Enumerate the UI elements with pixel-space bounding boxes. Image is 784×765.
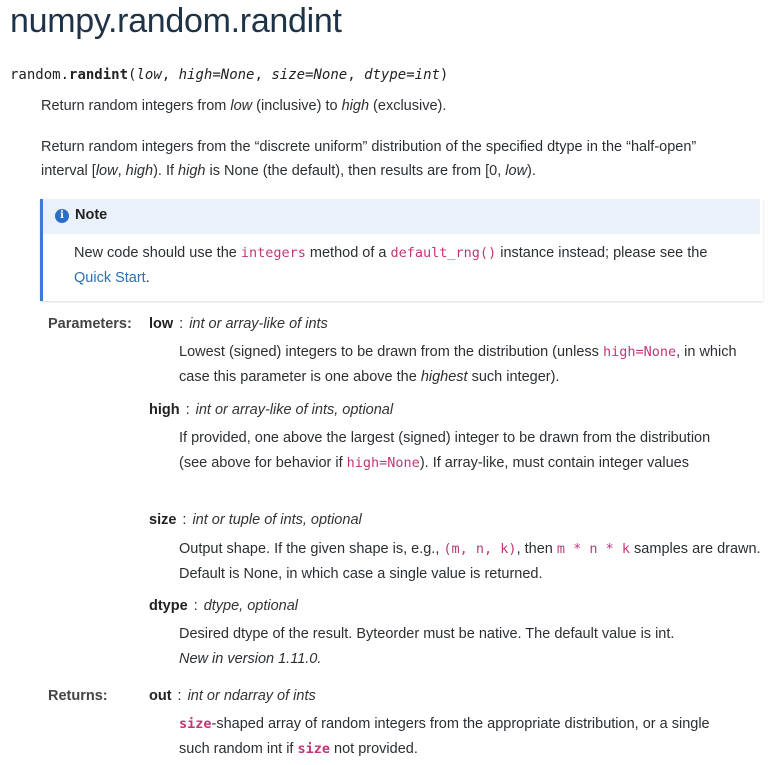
inline-code: default_rng() xyxy=(390,245,497,261)
sig-close: ) xyxy=(439,67,449,83)
param-type: dtype, optional xyxy=(203,598,299,614)
text: not provided. xyxy=(330,740,418,757)
text: Lowest (signed) integers to be drawn from the distribution (unless xyxy=(179,344,603,360)
sig-sep: , xyxy=(161,67,179,83)
emph: high xyxy=(341,98,370,114)
inline-code: size xyxy=(297,740,330,757)
emph: low xyxy=(95,163,118,179)
param-name: dtype xyxy=(149,598,188,614)
note-body xyxy=(74,241,734,291)
text: Return random integers from the “discrete uniform” distribution of the specified dtype in the “half-open” interval [ xyxy=(41,139,697,179)
text: . xyxy=(145,270,150,286)
inline-code: (m, n, k) xyxy=(443,541,517,557)
sig-open: ( xyxy=(128,67,137,83)
parameters-label: Parameters: xyxy=(48,316,132,332)
text: If provided, one above the largest (signed) integer to be drawn from the distribution (see above for behavior if xyxy=(179,430,711,471)
sig-arg-low: low xyxy=(136,67,162,83)
text: , xyxy=(117,163,126,179)
text: such integer). xyxy=(467,368,560,385)
text: is None (the default), then results are from [0, xyxy=(205,163,506,179)
text: , in which case this parameter is one above the xyxy=(179,344,737,385)
param-high-description xyxy=(179,426,739,475)
return-out-description xyxy=(179,712,739,761)
inline-code: integers xyxy=(240,245,306,261)
text: Desired dtype of the result. Byteorder must be native. The default value is int. xyxy=(179,626,675,642)
note-title: Note xyxy=(75,207,108,223)
return-out-header xyxy=(149,688,316,704)
text: ). xyxy=(527,163,536,179)
param-type: int or tuple of ints, optional xyxy=(192,512,362,528)
text: (inclusive) to xyxy=(252,98,342,114)
emph: low xyxy=(230,98,253,114)
param-dtype-description xyxy=(179,622,759,671)
function-signature xyxy=(10,67,448,83)
text: ). If xyxy=(153,163,179,179)
param-colon: : xyxy=(193,598,198,614)
emph: high xyxy=(178,163,206,179)
param-colon: : xyxy=(185,402,190,418)
sig-name: randint xyxy=(69,67,129,83)
text: Return random integers from xyxy=(41,98,231,114)
inline-code: m * n * k xyxy=(556,541,631,557)
param-type: int or array-like of ints xyxy=(189,316,328,332)
text: samples are drawn. Default is None, in which case a single value is returned. xyxy=(179,541,761,582)
return-type: int or ndarray of ints xyxy=(187,688,316,704)
inline-code: size xyxy=(179,716,212,732)
description-text xyxy=(41,135,741,183)
param-colon: : xyxy=(179,316,184,332)
param-colon: : xyxy=(182,512,187,528)
param-dtype-header xyxy=(149,598,298,614)
text: instance instead; please see the xyxy=(496,245,708,261)
summary-text xyxy=(41,94,761,118)
emph: high xyxy=(125,163,154,179)
text: method of a xyxy=(305,245,391,261)
text: New code should use the xyxy=(74,245,241,261)
info-icon: i xyxy=(55,209,69,223)
param-name: high xyxy=(149,402,180,418)
text: ). If array-like, must contain integer values xyxy=(419,454,689,471)
sig-arg-high: high=None xyxy=(178,67,255,83)
text: (exclusive). xyxy=(369,98,447,114)
return-name: out xyxy=(149,688,172,704)
param-low-description xyxy=(179,340,759,389)
text: , then xyxy=(516,541,557,557)
sig-arg-dtype: dtype=int xyxy=(364,67,440,83)
param-low-header xyxy=(149,316,328,332)
param-name: low xyxy=(149,316,174,332)
sig-sep: , xyxy=(254,67,272,83)
note-admonition xyxy=(40,199,763,301)
emph: highest xyxy=(420,368,468,385)
emph: low xyxy=(505,163,528,179)
quick-start-link[interactable]: Quick Start xyxy=(74,270,146,286)
returns-label: Returns: xyxy=(48,688,108,704)
text: -shaped array of random integers from the appropriate distribution, or a single such random int if xyxy=(179,716,710,757)
param-size-description xyxy=(179,537,764,586)
note-header xyxy=(43,199,760,234)
inline-code: high=None xyxy=(346,454,420,471)
inline-code: high=None xyxy=(602,344,677,360)
sig-prefix: random. xyxy=(10,67,70,83)
return-colon: : xyxy=(177,688,182,704)
param-high-header xyxy=(149,402,393,418)
sig-sep: , xyxy=(347,67,365,83)
page-title: numpy.random.randint xyxy=(10,2,342,40)
param-type: int or array-like of ints, optional xyxy=(195,402,394,418)
param-name: size xyxy=(149,512,177,528)
text: Output shape. If the given shape is, e.g., xyxy=(179,541,444,557)
param-size-header xyxy=(149,512,362,528)
sig-arg-size: size=None xyxy=(271,67,348,83)
version-note: New in version 1.11.0. xyxy=(179,650,322,667)
